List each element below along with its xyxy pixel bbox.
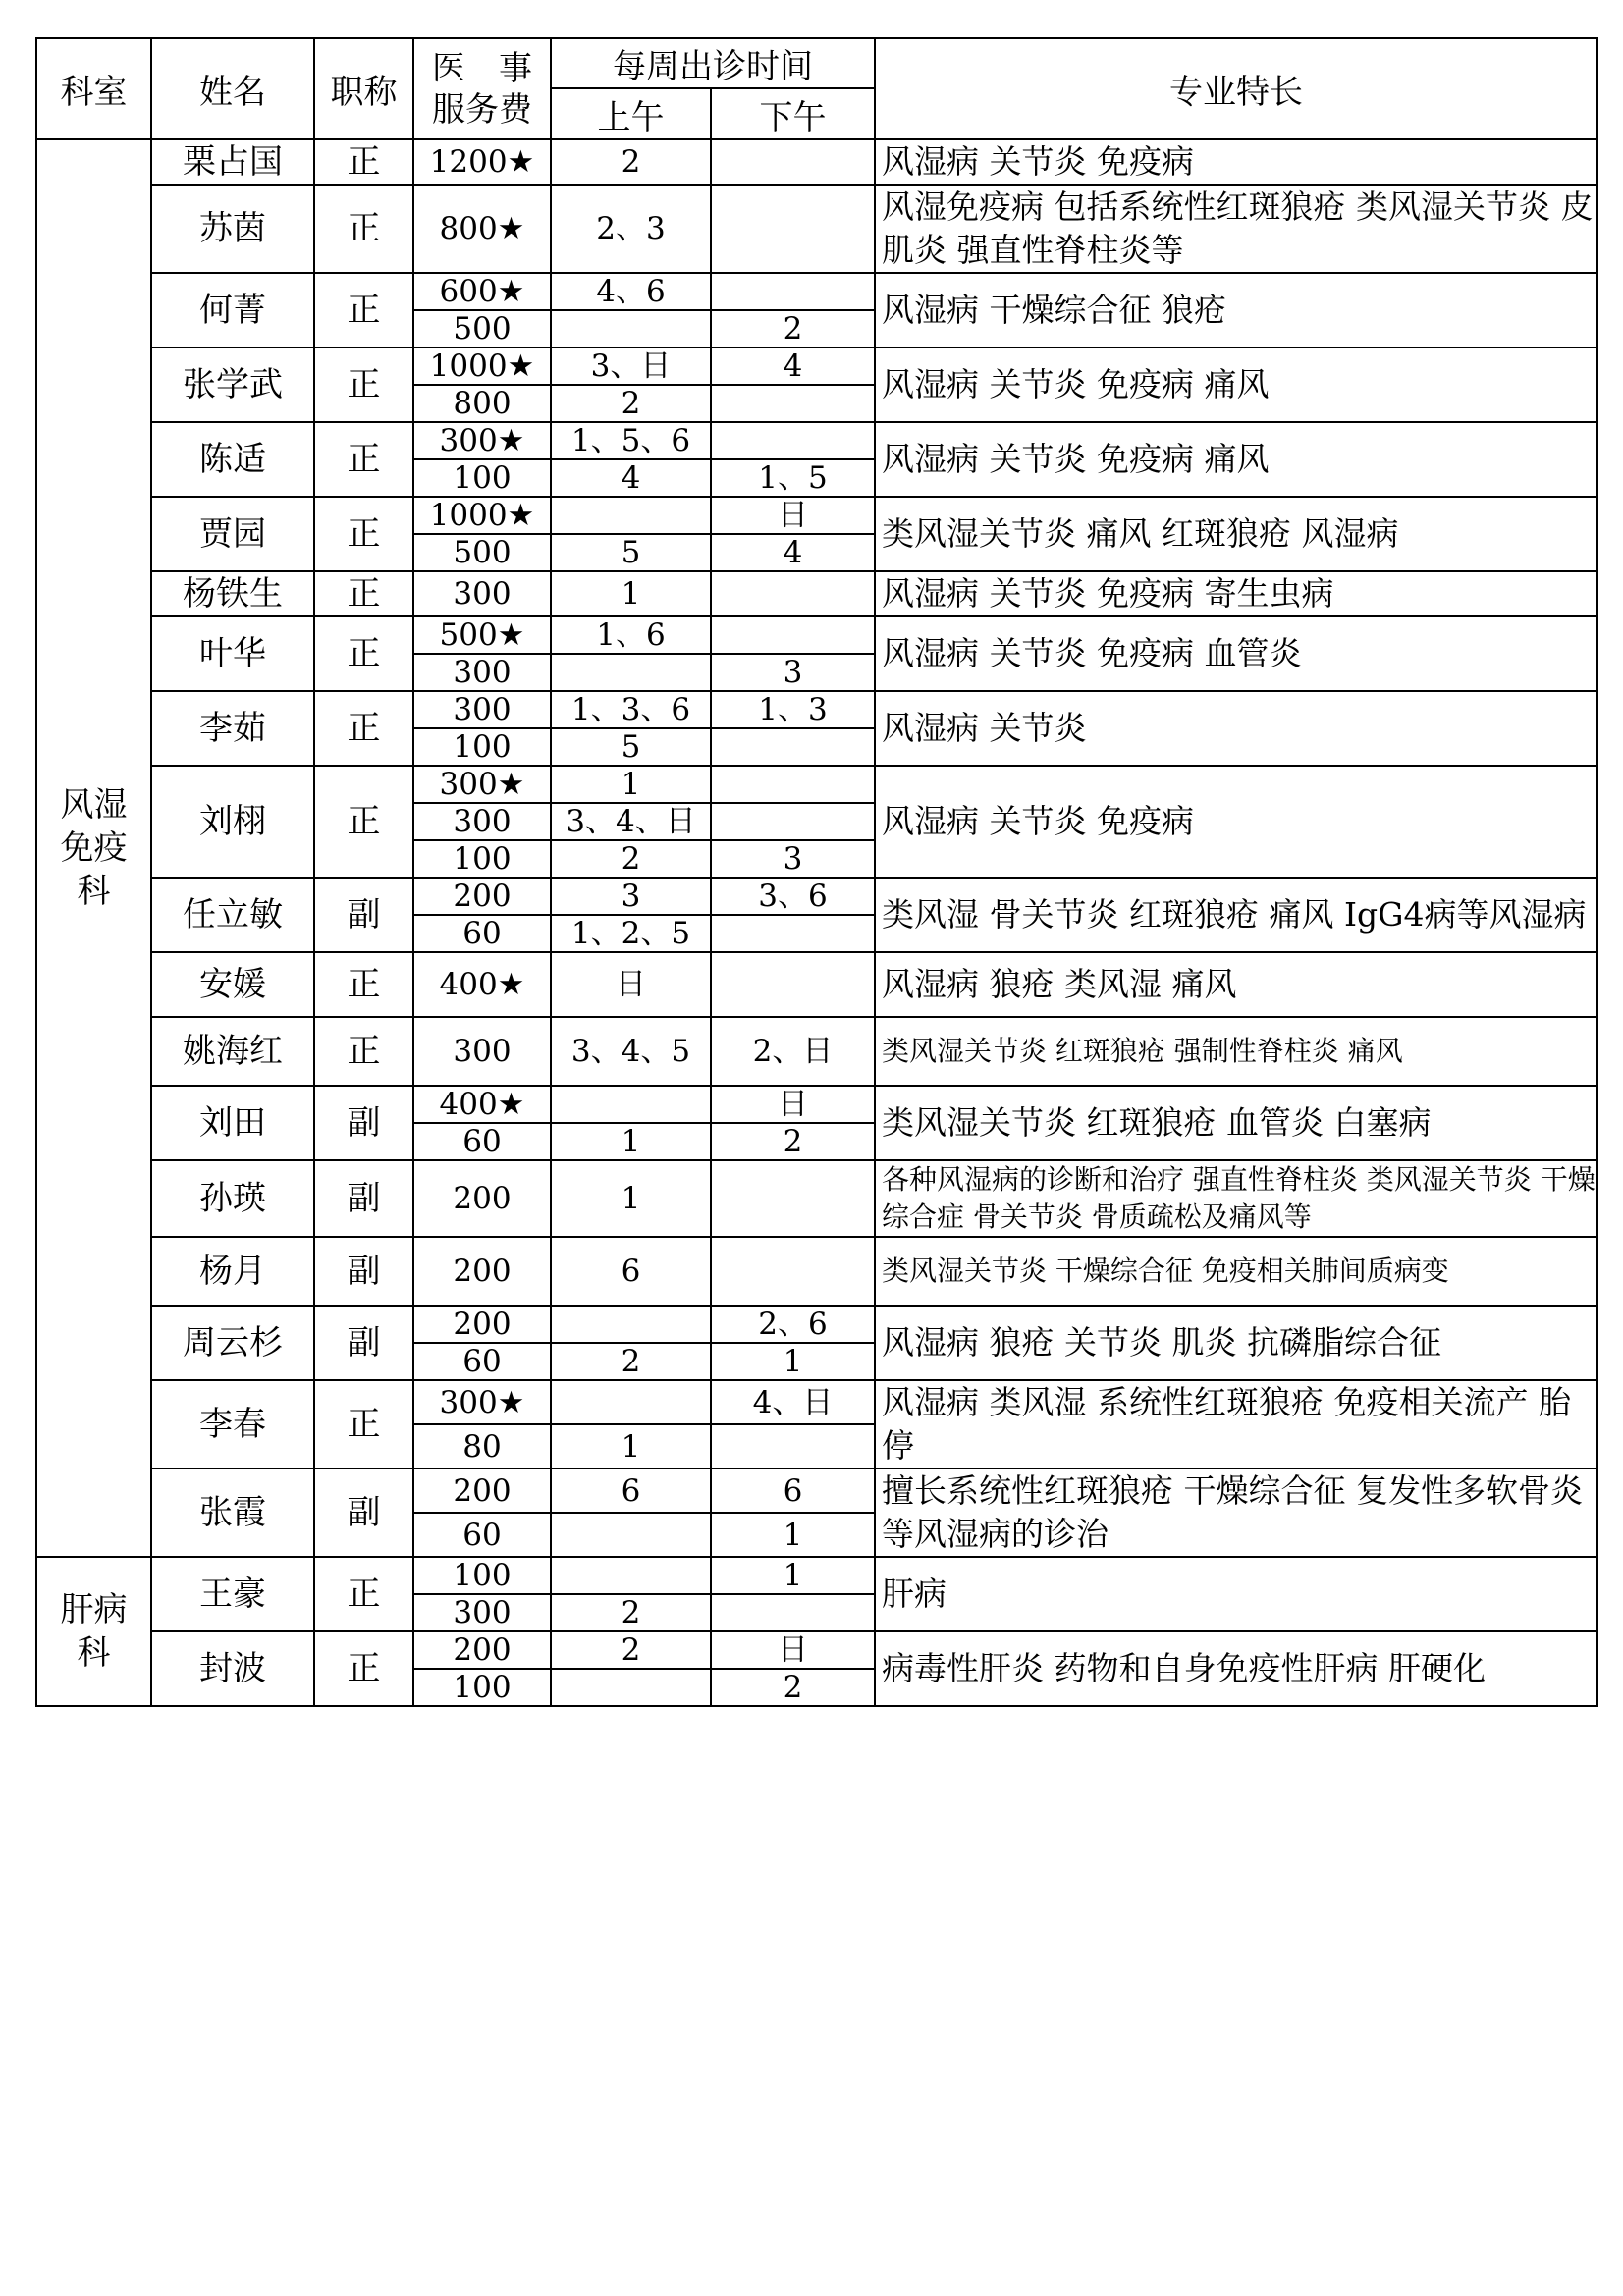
am-cell: 1、6 xyxy=(551,616,711,654)
pm-cell: 1 xyxy=(711,1557,875,1594)
pm-cell: 日 xyxy=(711,497,875,534)
fee-cell: 1000★ xyxy=(413,347,551,385)
am-cell: 1 xyxy=(551,1424,711,1468)
header-fee xyxy=(413,38,551,139)
pm-cell: 3 xyxy=(711,654,875,691)
fee-cell: 200 xyxy=(413,1468,551,1513)
doctor-specialty: 类风湿关节炎 红斑狼疮 血管炎 白塞病 xyxy=(875,1086,1597,1160)
doctor-specialty: 类风湿关节炎 干燥综合征 免疫相关肺间质病变 xyxy=(875,1237,1597,1306)
am-cell: 日 xyxy=(551,952,711,1017)
pm-cell: 日 xyxy=(711,1086,875,1123)
am-cell: 5 xyxy=(551,534,711,571)
fee-cell: 300 xyxy=(413,571,551,616)
am-cell xyxy=(551,1557,711,1594)
am-cell: 2 xyxy=(551,1343,711,1380)
am-cell: 2、3 xyxy=(551,185,711,273)
fee-cell: 100 xyxy=(413,1669,551,1706)
am-cell xyxy=(551,1086,711,1123)
doctor-name: 王豪 xyxy=(151,1557,314,1631)
fee-cell: 200 xyxy=(413,878,551,915)
header-title: 职称 xyxy=(314,38,413,139)
fee-cell: 600★ xyxy=(413,273,551,310)
doctor-specialty: 风湿免疫病 包括系统性红斑狼疮 类风湿关节炎 皮肌炎 强直性脊柱炎等 xyxy=(875,185,1597,273)
doctor-name: 张学武 xyxy=(151,347,314,422)
table-row xyxy=(36,616,1597,654)
am-cell xyxy=(551,1669,711,1706)
am-cell: 3 xyxy=(551,878,711,915)
pm-cell xyxy=(711,571,875,616)
doctor-name: 张霞 xyxy=(151,1468,314,1557)
pm-cell xyxy=(711,1424,875,1468)
doctor-title: 正 xyxy=(314,952,413,1017)
doctor-title: 副 xyxy=(314,1160,413,1237)
doctor-specialty: 风湿病 关节炎 免疫病 寄生虫病 xyxy=(875,571,1597,616)
doctor-name: 栗占国 xyxy=(151,139,314,185)
header-fee-line2: 服务费 xyxy=(432,89,532,130)
fee-cell: 100 xyxy=(413,728,551,766)
fee-cell: 300 xyxy=(413,1017,551,1086)
fee-cell: 300 xyxy=(413,691,551,728)
doctor-name: 苏茵 xyxy=(151,185,314,273)
am-cell: 2 xyxy=(551,840,711,878)
am-cell: 4 xyxy=(551,459,711,497)
pm-cell xyxy=(711,1237,875,1306)
header-pm: 下午 xyxy=(711,88,875,139)
table-row xyxy=(36,1160,1597,1237)
doctor-name: 孙瑛 xyxy=(151,1160,314,1237)
doctor-name: 何菁 xyxy=(151,273,314,347)
doctor-name: 封波 xyxy=(151,1631,314,1706)
schedule-sheet xyxy=(35,37,1598,1707)
table-row xyxy=(36,766,1597,803)
header-am: 上午 xyxy=(551,88,711,139)
am-cell: 3、4、日 xyxy=(551,803,711,840)
fee-cell: 200 xyxy=(413,1631,551,1669)
doctor-title: 正 xyxy=(314,691,413,766)
pm-cell xyxy=(711,803,875,840)
pm-cell: 2、6 xyxy=(711,1306,875,1343)
doctor-title: 正 xyxy=(314,766,413,878)
doctor-title: 副 xyxy=(314,1468,413,1557)
doctor-title: 正 xyxy=(314,1631,413,1706)
fee-cell: 300 xyxy=(413,654,551,691)
doctor-title: 正 xyxy=(314,422,413,497)
fee-cell: 100 xyxy=(413,459,551,497)
fee-cell: 60 xyxy=(413,1123,551,1160)
fee-cell: 1000★ xyxy=(413,497,551,534)
doctor-specialty: 风湿病 关节炎 免疫病 xyxy=(875,139,1597,185)
doctor-name: 杨铁生 xyxy=(151,571,314,616)
pm-cell xyxy=(711,422,875,459)
table-row xyxy=(36,878,1597,915)
pm-cell xyxy=(711,952,875,1017)
doctor-title: 副 xyxy=(314,1086,413,1160)
doctor-name: 周云杉 xyxy=(151,1306,314,1380)
am-cell: 3、4、5 xyxy=(551,1017,711,1086)
doctor-title: 正 xyxy=(314,497,413,571)
doctor-name: 刘田 xyxy=(151,1086,314,1160)
doctor-name: 姚海红 xyxy=(151,1017,314,1086)
am-cell xyxy=(551,310,711,347)
table-row xyxy=(36,1468,1597,1513)
pm-cell xyxy=(711,1594,875,1631)
schedule-body xyxy=(36,139,1597,1706)
fee-cell: 400★ xyxy=(413,952,551,1017)
doctor-name: 刘栩 xyxy=(151,766,314,878)
am-cell: 5 xyxy=(551,728,711,766)
am-cell: 6 xyxy=(551,1468,711,1513)
fee-cell: 300★ xyxy=(413,1380,551,1424)
doctor-specialty: 风湿病 狼疮 类风湿 痛风 xyxy=(875,952,1597,1017)
pm-cell: 2 xyxy=(711,1123,875,1160)
dept-label-label-line1: 风湿 xyxy=(60,785,128,825)
pm-cell xyxy=(711,728,875,766)
table-row xyxy=(36,1237,1597,1306)
table-row xyxy=(36,422,1597,459)
fee-cell: 300 xyxy=(413,1594,551,1631)
header-fee-line1: 医 事 xyxy=(432,48,532,88)
fee-cell: 60 xyxy=(413,1343,551,1380)
pm-cell: 4、日 xyxy=(711,1380,875,1424)
doctor-title: 副 xyxy=(314,878,413,952)
am-cell: 4、6 xyxy=(551,273,711,310)
dept-cell xyxy=(36,139,151,1557)
am-cell xyxy=(551,1380,711,1424)
table-row xyxy=(36,497,1597,534)
doctor-title: 正 xyxy=(314,139,413,185)
fee-cell: 80 xyxy=(413,1424,551,1468)
pm-cell: 2、日 xyxy=(711,1017,875,1086)
am-cell: 1 xyxy=(551,571,711,616)
doctor-name: 任立敏 xyxy=(151,878,314,952)
doctor-specialty: 类风湿关节炎 痛风 红斑狼疮 风湿病 xyxy=(875,497,1597,571)
pm-cell: 6 xyxy=(711,1468,875,1513)
dept-label-label-line2: 免疫 xyxy=(60,828,128,868)
table-row xyxy=(36,347,1597,385)
doctor-name: 贾园 xyxy=(151,497,314,571)
am-cell xyxy=(551,654,711,691)
fee-cell: 800★ xyxy=(413,185,551,273)
table-row xyxy=(36,1017,1597,1086)
doctor-specialty: 风湿病 关节炎 免疫病 xyxy=(875,766,1597,878)
doctor-specialty: 风湿病 干燥综合征 狼疮 xyxy=(875,273,1597,347)
am-cell: 2 xyxy=(551,1631,711,1669)
doctor-title: 副 xyxy=(314,1237,413,1306)
doctor-specialty: 风湿病 狼疮 关节炎 肌炎 抗磷脂综合征 xyxy=(875,1306,1597,1380)
table-row xyxy=(36,571,1597,616)
doctor-name: 李茹 xyxy=(151,691,314,766)
pm-cell xyxy=(711,1160,875,1237)
pm-cell: 4 xyxy=(711,347,875,385)
doctor-specialty: 风湿病 关节炎 免疫病 痛风 xyxy=(875,422,1597,497)
dept-label-label-line2: 科 xyxy=(77,1633,111,1673)
header-specialty: 专业特长 xyxy=(875,38,1597,139)
doctor-title: 正 xyxy=(314,571,413,616)
header-name: 姓名 xyxy=(151,38,314,139)
clinic-schedule-table xyxy=(35,37,1598,1707)
fee-cell: 60 xyxy=(413,915,551,952)
pm-cell xyxy=(711,139,875,185)
pm-cell: 3、6 xyxy=(711,878,875,915)
dept-label-label-line1: 肝病 xyxy=(60,1590,128,1629)
fee-cell: 300 xyxy=(413,803,551,840)
doctor-title: 正 xyxy=(314,616,413,691)
pm-cell: 1、3 xyxy=(711,691,875,728)
table-row xyxy=(36,1557,1597,1594)
table-row xyxy=(36,952,1597,1017)
fee-cell: 1200★ xyxy=(413,139,551,185)
am-cell: 1、2、5 xyxy=(551,915,711,952)
am-cell: 1、3、6 xyxy=(551,691,711,728)
am-cell: 1、5、6 xyxy=(551,422,711,459)
dept-label-label-line3: 科 xyxy=(77,872,111,911)
fee-cell: 400★ xyxy=(413,1086,551,1123)
am-cell: 2 xyxy=(551,139,711,185)
doctor-title: 正 xyxy=(314,1380,413,1468)
doctor-specialty: 类风湿关节炎 红斑狼疮 强制性脊柱炎 痛风 xyxy=(875,1017,1597,1086)
fee-cell: 500 xyxy=(413,534,551,571)
doctor-name: 杨月 xyxy=(151,1237,314,1306)
doctor-title: 正 xyxy=(314,1017,413,1086)
fee-cell: 200 xyxy=(413,1160,551,1237)
pm-cell: 2 xyxy=(711,1669,875,1706)
pm-cell xyxy=(711,616,875,654)
doctor-title: 正 xyxy=(314,347,413,422)
am-cell: 2 xyxy=(551,1594,711,1631)
pm-cell: 日 xyxy=(711,1631,875,1669)
am-cell xyxy=(551,1513,711,1557)
header-dept: 科室 xyxy=(36,38,151,139)
doctor-name: 安媛 xyxy=(151,952,314,1017)
dept-cell xyxy=(36,1557,151,1706)
header-weekly: 每周出诊时间 xyxy=(551,38,875,88)
pm-cell: 1、5 xyxy=(711,459,875,497)
am-cell xyxy=(551,1306,711,1343)
fee-cell: 100 xyxy=(413,840,551,878)
fee-cell: 300★ xyxy=(413,422,551,459)
doctor-name: 李春 xyxy=(151,1380,314,1468)
doctor-title: 正 xyxy=(314,1557,413,1631)
fee-cell: 60 xyxy=(413,1513,551,1557)
table-row xyxy=(36,1631,1597,1669)
doctor-name: 叶华 xyxy=(151,616,314,691)
table-row xyxy=(36,139,1597,185)
fee-cell: 500★ xyxy=(413,616,551,654)
fee-cell: 800 xyxy=(413,385,551,422)
am-cell: 1 xyxy=(551,766,711,803)
pm-cell xyxy=(711,273,875,310)
pm-cell xyxy=(711,766,875,803)
fee-cell: 200 xyxy=(413,1237,551,1306)
pm-cell xyxy=(711,385,875,422)
doctor-specialty: 擅长系统性红斑狼疮 干燥综合征 复发性多软骨炎等风湿病的诊治 xyxy=(875,1468,1597,1557)
fee-cell: 100 xyxy=(413,1557,551,1594)
doctor-title: 正 xyxy=(314,185,413,273)
doctor-title: 副 xyxy=(314,1306,413,1380)
table-row xyxy=(36,273,1597,310)
doctor-specialty: 各种风湿病的诊断和治疗 强直性脊柱炎 类风湿关节炎 干燥综合症 骨关节炎 骨质疏松及痛风等 xyxy=(875,1160,1597,1237)
fee-cell: 500 xyxy=(413,310,551,347)
am-cell xyxy=(551,497,711,534)
table-row xyxy=(36,185,1597,273)
pm-cell: 1 xyxy=(711,1343,875,1380)
table-row xyxy=(36,1086,1597,1123)
doctor-specialty: 肝病 xyxy=(875,1557,1597,1631)
table-row xyxy=(36,1380,1597,1424)
doctor-specialty: 类风湿 骨关节炎 红斑狼疮 痛风 IgG4病等风湿病 xyxy=(875,878,1597,952)
fee-cell: 200 xyxy=(413,1306,551,1343)
doctor-specialty: 风湿病 关节炎 免疫病 血管炎 xyxy=(875,616,1597,691)
pm-cell: 4 xyxy=(711,534,875,571)
doctor-specialty: 风湿病 关节炎 免疫病 痛风 xyxy=(875,347,1597,422)
am-cell: 1 xyxy=(551,1160,711,1237)
pm-cell: 2 xyxy=(711,310,875,347)
pm-cell xyxy=(711,185,875,273)
table-row xyxy=(36,691,1597,728)
pm-cell xyxy=(711,915,875,952)
fee-cell: 300★ xyxy=(413,766,551,803)
doctor-specialty: 病毒性肝炎 药物和自身免疫性肝病 肝硬化 xyxy=(875,1631,1597,1706)
am-cell: 6 xyxy=(551,1237,711,1306)
am-cell: 1 xyxy=(551,1123,711,1160)
pm-cell: 3 xyxy=(711,840,875,878)
doctor-specialty: 风湿病 类风湿 系统性红斑狼疮 免疫相关流产 胎停 xyxy=(875,1380,1597,1468)
doctor-title: 正 xyxy=(314,273,413,347)
doctor-specialty: 风湿病 关节炎 xyxy=(875,691,1597,766)
am-cell: 3、日 xyxy=(551,347,711,385)
table-row xyxy=(36,1306,1597,1343)
pm-cell: 1 xyxy=(711,1513,875,1557)
am-cell: 2 xyxy=(551,385,711,422)
doctor-name: 陈适 xyxy=(151,422,314,497)
